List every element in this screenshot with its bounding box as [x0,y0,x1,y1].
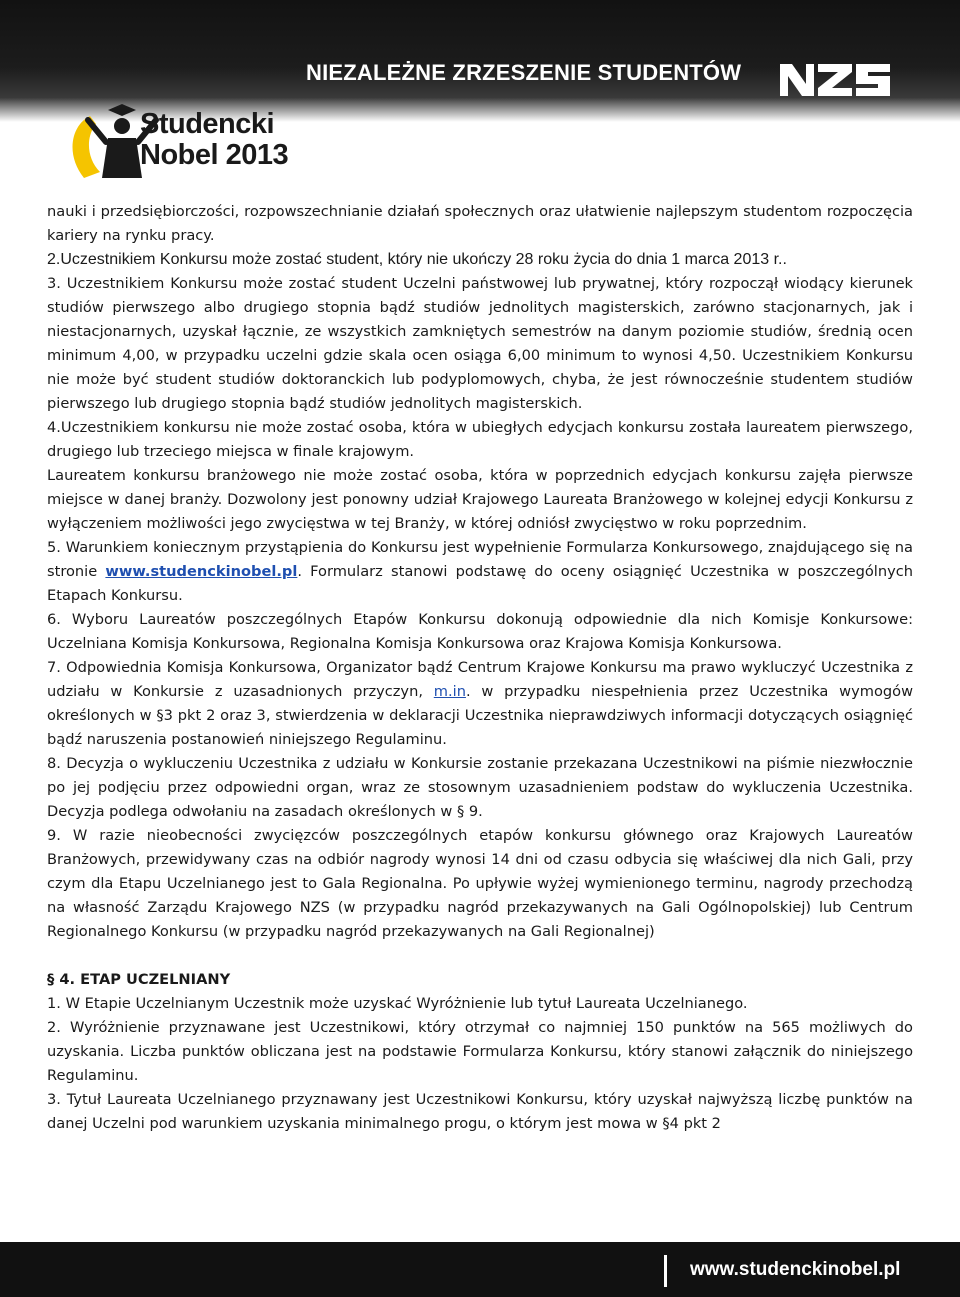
footer-divider [664,1255,667,1287]
brand-line-1: Studencki [140,108,275,140]
paragraph-7-text: 7. Odpowiednia Komisja Konkursowa, Organizator bądź Centrum Krajowe Konkursu ma prawo wykluczyć Uczestnika z udziału w Konkursie z uzasadnionych przyczyn, [47,659,913,700]
brand-wordmark [140,110,288,170]
section-4-point-1: 1. W Etapie Uczelnianym Uczestnik może uzyskać Wyróżnienie lub tytuł Laureata Uczelnianego. [47,995,748,1012]
paragraph-7 [47,656,913,752]
paragraph-5 [47,536,913,608]
paragraph-9: 9. W razie nieobecności zwycięzców poszczególnych etapów konkursu głównego oraz Krajowych Laureatów Branżowych, przewidywany czas na odbiór nagrody wynosi 14 dni od czasu odbycia się właściwej dla nich Gali, przy czym dla Etapu Uczelnianego jest to Gala Regionalna. Po upływie wyżej wymienionego terminu, nagrody przechodzą na własność Zarządu Krajowego NZS (w przypadku nagród przekazywanych na Gali Ogólnopolskiej) lub Centrum Regionalnego Konkursu (w przypadku nagród przekazywanych na Gali Regionalnej) [47,827,913,940]
section-4-point-3: 3. Tytuł Laureata Uczelnianego przyznawany jest Uczestnikowi Konkursu, który uzyskał najwyższą liczbę punktów na danej Uczelni pod warunkiem uzyskania minimalnego progu, o którym jest mowa w §4 pkt 2 [47,1091,913,1132]
paragraph-7-text-end: . w przypadku niespełnienia przez Uczestnika wymogów określonych w §3 pkt 2 oraz 3, stwierdzenia w deklaracji Uczestnika nieprawdziwych informacji dotyczących osiągnięć bądź naruszenia postanowień niniejszego Regulaminu. [47,683,914,748]
paragraph-4: 4.Uczestnikiem konkursu nie może zostać osoba, która w ubiegłych edycjach konkursu została laureatem pierwszego, drugiego lub trzeciego miejsca w finale krajowym. [47,419,913,460]
section-heading: § 4. ETAP UCZELNIANY [47,971,231,988]
paragraph-5-text-end: . Formularz stanowi podstawę do oceny osiągnięć Uczestnika w poszczególnych Etapach Konkursu. [47,563,913,604]
organization-name: NIEZALEŻNE ZRZESZENIE STUDENTÓW [306,60,742,85]
paragraph-4b: Laureatem konkursu branżowego nie może zostać osoba, która w poprzednich edycjach konkursu zajęła pierwsze miejsce w danej branży. Dozwolony jest ponowny udział Krajowego Laureata Branżowego w kolejnej edycji Konkursu z wyłączeniem możliwości jego zwycięstwa w tej Branży, w której odniósł zwycięstwo w roku poprzednim. [47,467,913,532]
min-link[interactable]: m.in [433,683,466,700]
paragraph-intro: nauki i przedsiębiorczości, rozpowszechnianie działań społecznych oraz ułatwienie najlepszym studentom rozpoczęcia kariery na rynku pracy. [47,203,913,244]
paragraph-3: 3. Uczestnikiem Konkursu może zostać student Uczelni państwowej lub prywatnej, który rozpoczął wiodący kierunek studiów pierwszego albo drugiego stopnia bądź studiów jednolitych magisterskich, zarówno stacjonarnych, jak i niestacjonarnych, uzyskał łącznie, ze wszystkich zamkniętych semestrów na danym poziomie studiów, średnią ocen minimum 4,00, w przypadku uczelni gdzie skala ocen osiąga 6,00 minimum to wynosi 4,50. Uczestnikiem Konkursu nie może być student studiów doktoranckich lub podyplomowych, chyba, że jest równocześnie studentem studiów pierwszego lub drugiego stopnia bądź studiów jednolitych magisterskich. [47,275,913,412]
nzs-logo [780,60,892,100]
paragraph-6: 6. Wyboru Laureatów poszczególnych Etapów Konkursu dokonują odpowiednie dla nich Komisje Konkursowe: Uczelniana Komisja Konkursowa, Regionalna Komisja Konkursowa oraz Krajowa Komisja Konkursowa. [47,611,913,652]
footer-url[interactable]: www.studenckinobel.pl [690,1259,901,1280]
paragraph-5-text: 5. Warunkiem koniecznym przystąpienia do Konkursu jest wypełnienie Formularza Konkursowego, znajdującego się na stronie [47,539,913,580]
regulation-content [47,200,913,1136]
section-4-point-2: 2. Wyróżnienie przyznawane jest Uczestnikowi, który otrzymał co najmniej 150 punktów na 565 możliwych do uzyskania. Liczba punktów obliczana jest na podstawie Formularza Konkursu, który stanowi załącznik do niniejszego Regulaminu. [47,1019,913,1084]
studenckinobel-link[interactable]: www.studenckinobel.pl [105,563,298,580]
brand-line-2: Nobel 2013 [140,139,289,171]
paragraph-2: 2.Uczestnikiem Konkursu może zostać student, który nie ukończy 28 roku życia do dnia 1 marca 2013 r.. [47,251,787,268]
paragraph-8: 8. Decyzja o wykluczeniu Uczestnika z udziału w Konkursie zostanie przekazana Uczestnikowi na piśmie niezwłocznie po jej podjęciu przez odpowiedni organ, wraz ze stosownym uzasadnieniem podstaw do wykluczenia Uczestnika. Decyzja podlega odwołaniu na zasadach określonych w § 9. [47,755,913,820]
